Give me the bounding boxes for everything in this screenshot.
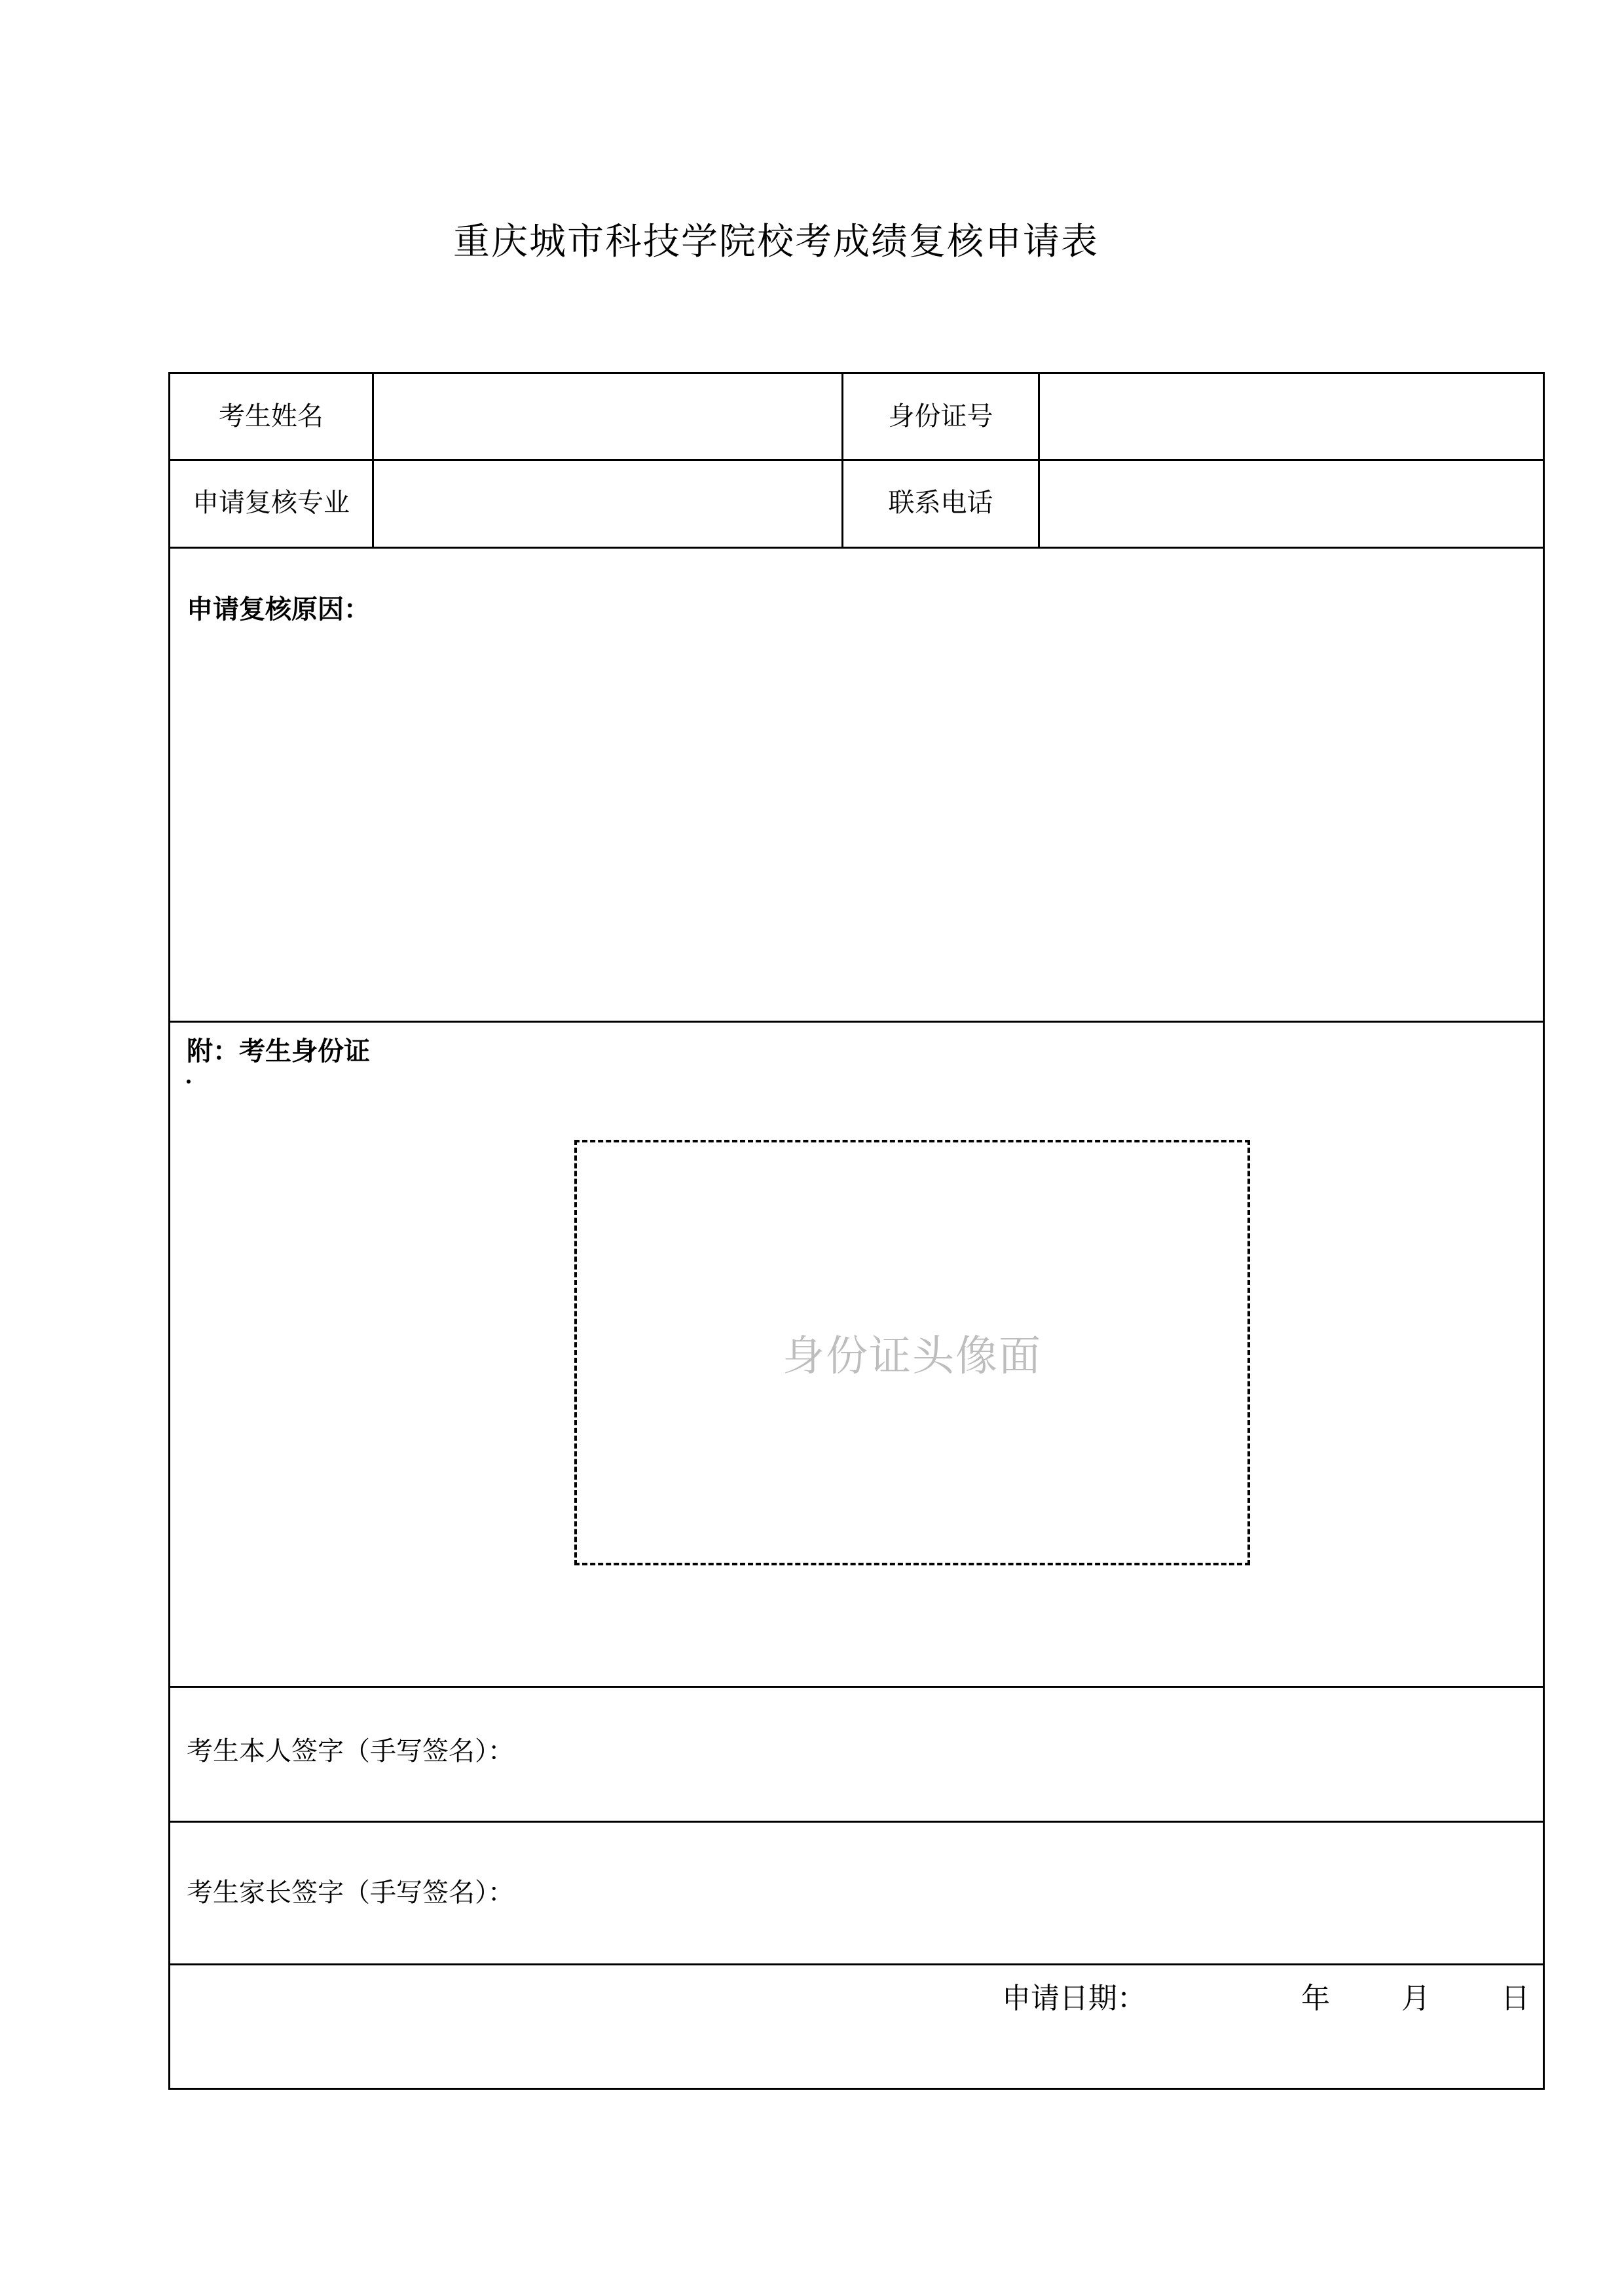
student-signature-label: 考生本人签字（手写签名）：	[187, 1736, 514, 1766]
student-name-label: 考生姓名	[219, 401, 323, 431]
row-divider	[170, 1021, 1543, 1023]
attachment-marker	[187, 1080, 191, 1084]
reason-label: 申请复核原因：	[187, 594, 370, 625]
date-row	[170, 1973, 1543, 2025]
year-label: 年	[1301, 1982, 1330, 2015]
student-name-field[interactable]	[375, 376, 840, 458]
row-divider	[170, 1686, 1543, 1688]
phone-field[interactable]	[1041, 463, 1542, 544]
column-divider	[372, 374, 374, 547]
row-divider	[170, 1821, 1543, 1823]
parent-signature-label: 考生家长签字（手写签名）：	[187, 1878, 514, 1908]
day-label: 日	[1501, 1982, 1530, 2015]
month-label: 月	[1401, 1982, 1430, 2015]
row-divider	[170, 459, 1543, 461]
date-label: 申请日期：	[1002, 1982, 1146, 2015]
attachment-label: 附：考生身份证	[187, 1036, 370, 1066]
row-divider	[170, 1963, 1543, 1965]
id-number-field[interactable]	[1041, 376, 1542, 458]
application-form	[168, 372, 1545, 2090]
major-field[interactable]	[375, 463, 840, 544]
reason-field[interactable]	[183, 636, 1532, 1015]
row-divider	[170, 547, 1543, 549]
column-divider	[1038, 374, 1040, 547]
major-label: 申请复核专业	[193, 488, 350, 518]
id-card-photo-area[interactable]	[574, 1140, 1250, 1565]
id-number-label: 身份证号	[888, 401, 993, 431]
phone-label: 联系电话	[888, 488, 993, 518]
page-title: 重庆城市科技学院校考成绩复核申请表	[453, 221, 1099, 263]
id-card-placeholder-text: 身份证头像面	[783, 1332, 1042, 1381]
